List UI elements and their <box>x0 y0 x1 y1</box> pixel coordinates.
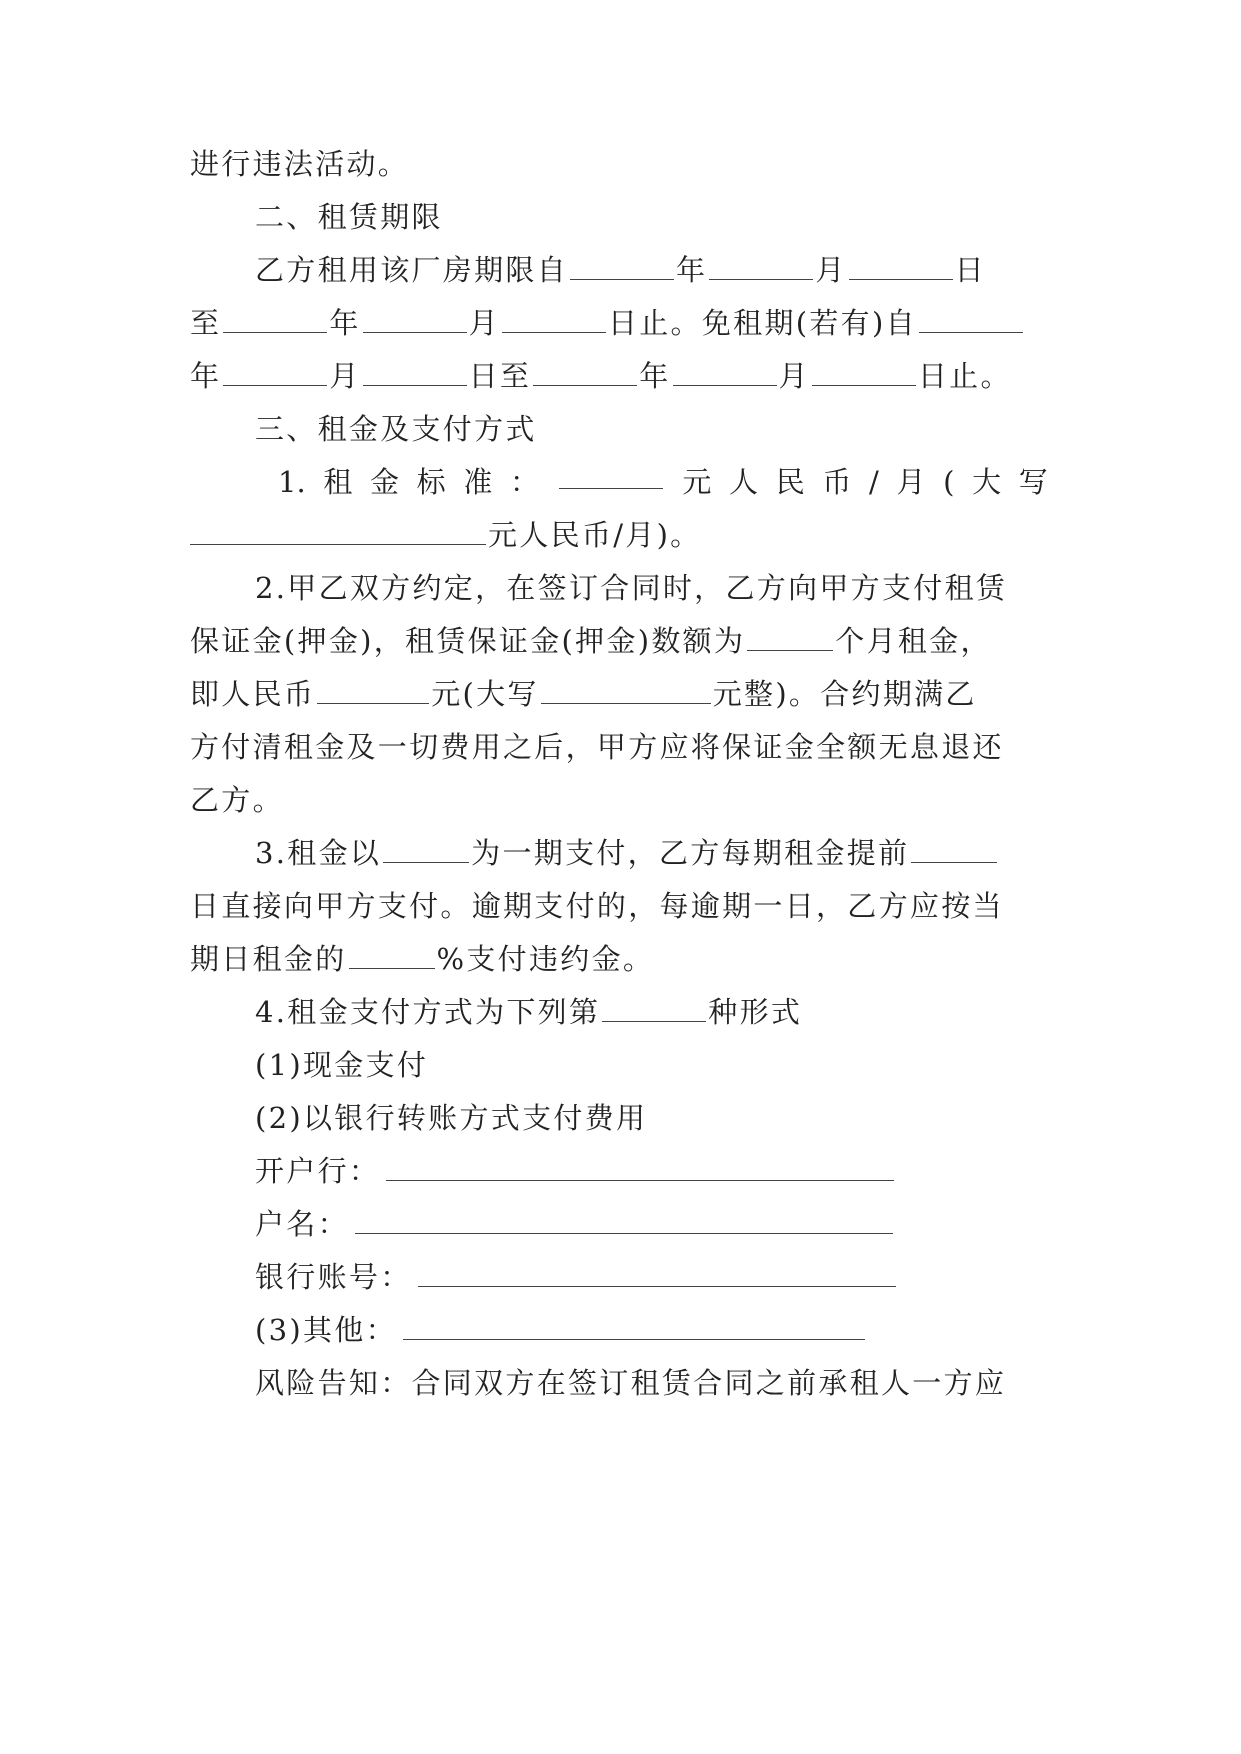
text-segment: / <box>869 465 879 499</box>
field-label-other: (3)其他： <box>255 1313 397 1347</box>
field-label-account-number: 银行账号： <box>255 1260 412 1294</box>
text-segment: 月 <box>815 253 847 287</box>
blank-field <box>403 1315 865 1340</box>
text-segment: 3.租金以 <box>255 836 382 870</box>
text-segment: 至 <box>190 306 222 340</box>
text-line: 进行违法活动。 <box>190 147 410 181</box>
text-segment: ( <box>943 465 955 499</box>
blank-field <box>223 308 327 333</box>
text-line-payment-period <box>255 835 999 871</box>
text-segment: 元整)。合约期满乙 <box>712 677 977 711</box>
blank-field <box>541 679 711 704</box>
text-segment: 日止。免租期(若有)自 <box>607 306 917 340</box>
text-segment: 元 <box>682 465 712 499</box>
text-segment: 乙方租用该厂房期限自 <box>255 253 569 287</box>
text-segment: 租 <box>323 465 353 499</box>
text-segment: 年 <box>329 306 361 340</box>
text-line <box>190 623 992 659</box>
text-segment: 个月租金， <box>835 624 992 658</box>
text-line-account-name <box>255 1206 895 1242</box>
text-segment: 即人民币 <box>190 677 316 711</box>
blank-field <box>349 944 435 969</box>
text-segment: 人 <box>729 465 759 499</box>
text-segment: 为一期支付，乙方每期租金提前 <box>471 836 910 870</box>
field-label-bank: 开户行： <box>255 1154 381 1188</box>
text-line <box>190 305 1025 341</box>
blank-field <box>317 679 429 704</box>
blank-field <box>602 997 706 1022</box>
text-segment: 日 <box>954 253 986 287</box>
text-segment: 民 <box>775 465 805 499</box>
text-segment: 元人民币/月)。 <box>488 518 702 552</box>
text-segment: 年 <box>676 253 708 287</box>
blank-field <box>911 838 997 863</box>
blank-field <box>355 1209 893 1234</box>
blank-field <box>570 255 674 280</box>
blank-field <box>709 255 813 280</box>
blank-field <box>559 464 663 489</box>
text-line: 方付清租金及一切费用之后，甲方应将保证金全额无息退还 <box>190 730 1004 764</box>
text-segment: 元(大写 <box>431 677 539 711</box>
text-segment: 月 <box>468 306 500 340</box>
text-line <box>190 676 977 712</box>
text-segment: 年 <box>639 359 671 393</box>
text-segment: 4.租金支付方式为下列第 <box>255 995 601 1029</box>
text-segment: 大 <box>972 465 1002 499</box>
blank-field <box>223 361 327 386</box>
list-item-cash: (1)现金支付 <box>255 1048 429 1082</box>
text-line <box>190 941 654 977</box>
blank-field <box>363 308 467 333</box>
field-label-account-name: 户名： <box>255 1207 349 1241</box>
blank-field <box>673 361 777 386</box>
text-line-account-number <box>255 1259 898 1295</box>
text-line-risk-notice: 风险告知：合同双方在签订租赁合同之前承租人一方应 <box>255 1366 1007 1400</box>
blank-field <box>919 308 1023 333</box>
text-segment: 1. <box>278 465 306 499</box>
text-segment: ： <box>510 465 540 499</box>
text-segment: 月 <box>896 465 926 499</box>
text-line-bank-name <box>255 1153 896 1189</box>
text-segment: %支付违约金。 <box>436 942 655 976</box>
blank-field <box>386 1156 894 1181</box>
blank-field <box>190 520 486 545</box>
blank-field <box>383 838 469 863</box>
text-line-rent-standard <box>190 464 1048 500</box>
text-segment: 月 <box>329 359 361 393</box>
text-segment: 日至 <box>468 359 532 393</box>
blank-field <box>363 361 467 386</box>
text-segment: 年 <box>190 359 222 393</box>
blank-field <box>502 308 606 333</box>
text-line-deposit: 2.甲乙双方约定，在签订合同时，乙方向甲方支付租赁 <box>255 571 1008 605</box>
blank-field <box>747 626 833 651</box>
text-line <box>190 358 1012 394</box>
text-segment: 期日租金的 <box>190 942 347 976</box>
text-segment: 金 <box>370 465 400 499</box>
text-segment: 种形式 <box>708 995 803 1029</box>
section-heading-rent-payment: 三、租金及支付方式 <box>255 412 537 446</box>
text-segment: 准 <box>463 465 493 499</box>
text-segment: 保证金(押金)，租赁保证金(押金)数额为 <box>190 624 746 658</box>
text-line-lease-period <box>255 252 986 288</box>
blank-field <box>849 255 953 280</box>
text-segment: 币 <box>822 465 852 499</box>
text-segment: 标 <box>416 465 446 499</box>
text-line <box>190 517 702 553</box>
text-segment: 月 <box>778 359 810 393</box>
text-segment: 日止。 <box>917 359 1012 393</box>
list-item-bank-transfer: (2)以银行转账方式支付费用 <box>255 1101 648 1135</box>
text-line-payment-method <box>255 994 802 1030</box>
text-line: 日直接向甲方支付。逾期支付的，每逾期一日，乙方应按当 <box>190 889 1004 923</box>
section-heading-lease-term: 二、租赁期限 <box>255 200 443 234</box>
blank-field <box>418 1262 896 1287</box>
blank-field <box>812 361 916 386</box>
text-line: 乙方。 <box>190 783 284 817</box>
text-segment: 写 <box>1018 465 1048 499</box>
blank-field <box>533 361 637 386</box>
list-item-other <box>255 1312 867 1348</box>
